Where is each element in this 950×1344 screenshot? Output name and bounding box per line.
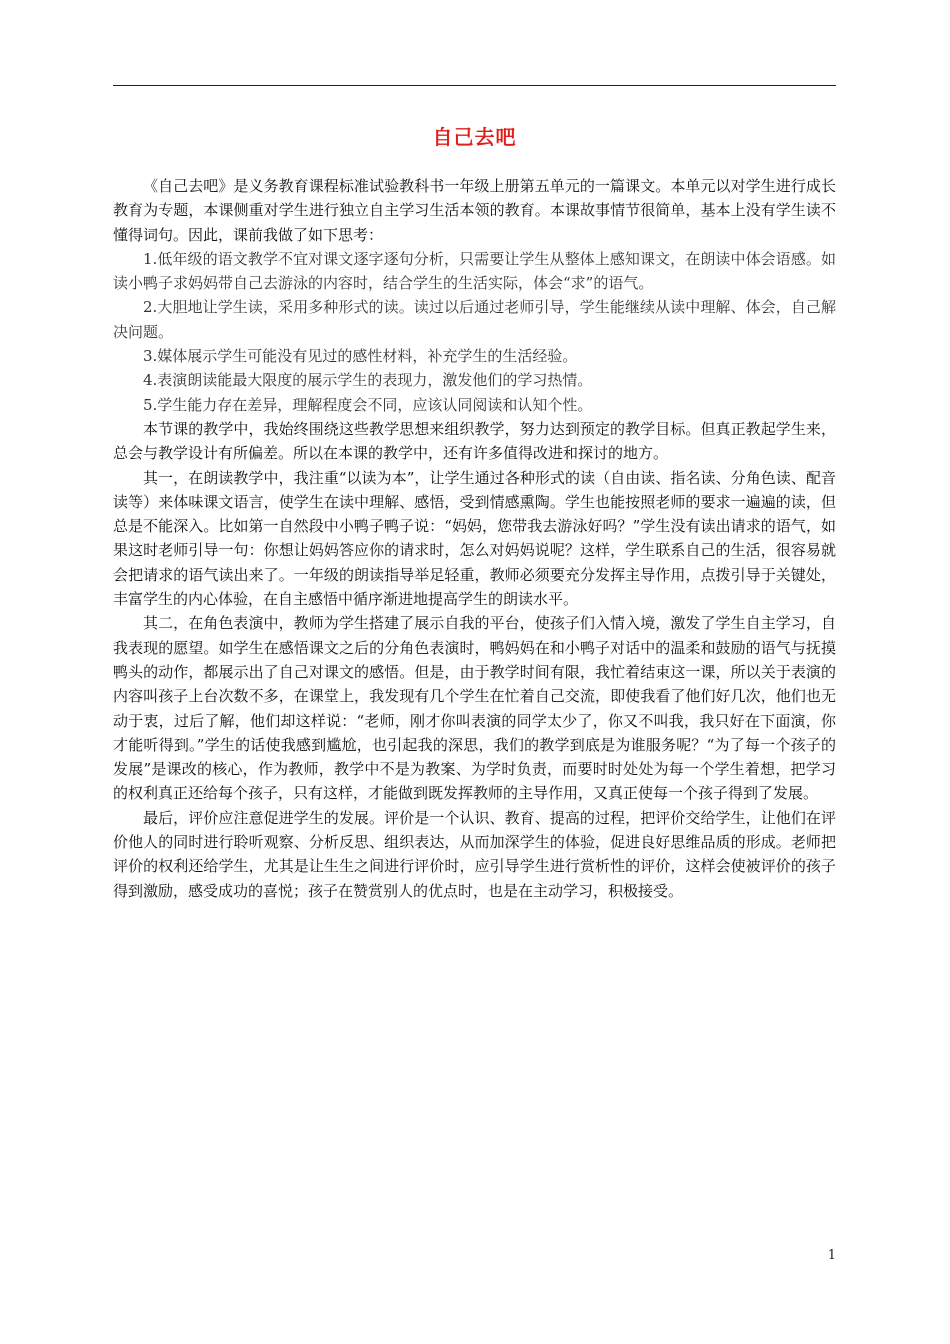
- thought-item-1: 1.低年级的语文教学不宜对课文逐字逐句分析，只需要让学生从整体上感知课文，在朗读中体会语感。如读小鸭子求妈妈带自己去游泳的内容时，结合学生的生活实际，体会“求”的语气。: [113, 249, 836, 293]
- reflection-role-play-paragraph: 其二，在角色表演中，教师为学生搭建了展示自我的平台，使孩子们入情入境，激发了学生自主学习，自我表现的愿望。如学生在感悟课文之后的分角色表演时，鸭妈妈在和小鸭子对话中的温柔和鼓励的语气与抚摸鸭头的动作，都展示出了自己对课文的感悟。但是，由于教学时间有限，我忙着结束这一课，所以关于表演的内容叫孩子上台次数不多，在课堂上，我发现有几个学生在忙着自己交流，即使我看了他们好几次，他们也无动于衷，过后了解，他们却这样说：“老师，刚才你叫表演的同学太少了，你又不叫我，我只好在下面演，你才能听得到。”学生的话使我感到尴尬，也引起我的深思，我们的教学到底是为谁服务呢？“为了每一个孩子的发展”是课改的核心，作为教师，教学中不是为教案、为学时负责，而要时时处处为每一个学生着想，把学习的权利真正还给每个孩子，只有这样，才能做到既发挥教师的主导作用，又真正使每一个孩子得到了发展。: [113, 614, 836, 803]
- document-title: 自己去吧: [432, 125, 517, 149]
- reflection-evaluation-paragraph: 最后，评价应注意促进学生的发展。评价是一个认识、教育、提高的过程，把评价交给学生，让他们在评价他人的同时进行聆听观察、分析反思、组织表达，从而加深学生的体验，促进良好思维品质的形成。老师把评价的权利还给学生，尤其是让生生之间进行评价时，应引导学生进行赏析性的评价，这样会使被评价的孩子得到激励，感受成功的喜悦；孩子在赞赏别人的优点时，也是在主动学习，积极接受。: [113, 808, 836, 900]
- header-rule: [113, 85, 836, 86]
- document-body: [113, 174, 836, 903]
- intro-paragraph: 《自己去吧》是义务教育课程标准试验教科书一年级上册第五单元的一篇课文。本单元以对学生进行成长教育为专题，本课侧重对学生进行独立自主学习生活本领的教育。本课故事情节很简单，基本上没有学生读不懂得词句。因此，课前我做了如下思考：: [113, 177, 836, 244]
- page-number: 1: [827, 1248, 836, 1263]
- reflection-reading-paragraph: 其一，在朗读教学中，我注重“以读为本”，让学生通过各种形式的读（自由读、指名读、分角色读、配音读等）来体味课文语言，使学生在读中理解、感悟，受到情感熏陶。学生也能按照老师的要求一遍遍的读，但总是不能深入。比如第一自然段中小鸭子鸭子说：“妈妈，您带我去游泳好吗？”学生没有读出请求的语气，如果这时老师引导一句：你想让妈妈答应你的请求时，怎么对妈妈说呢？这样，学生联系自己的生活，很容易就会把请求的语气读出来了。一年级的朗读指导举足轻重，教师必须要充分发挥主导作用，点拨引导于关键处，丰富学生的内心体验，在自主感悟中循序渐进地提高学生的朗读水平。: [113, 468, 836, 609]
- summary-paragraph: 本节课的教学中，我始终围绕这些教学思想来组织教学，努力达到预定的教学目标。但真正教起学生来，总会与教学设计有所偏差。所以在本课的教学中，还有许多值得改进和探讨的地方。: [113, 419, 836, 463]
- thought-item-3: 3.媒体展示学生可能没有见过的感性材料，补充学生的生活经验。: [143, 347, 578, 366]
- thought-item-5: 5.学生能力存在差异，理解程度会不同，应该认同阅读和认知个性。: [143, 395, 593, 414]
- thought-item-4: 4.表演朗读能最大限度的展示学生的表现力，激发他们的学习热情。: [143, 371, 593, 390]
- thought-item-2: 2.大胆地让学生读，采用多种形式的读。读过以后通过老师引导，学生能继续从读中理解、体会，自己解决问题。: [113, 298, 836, 341]
